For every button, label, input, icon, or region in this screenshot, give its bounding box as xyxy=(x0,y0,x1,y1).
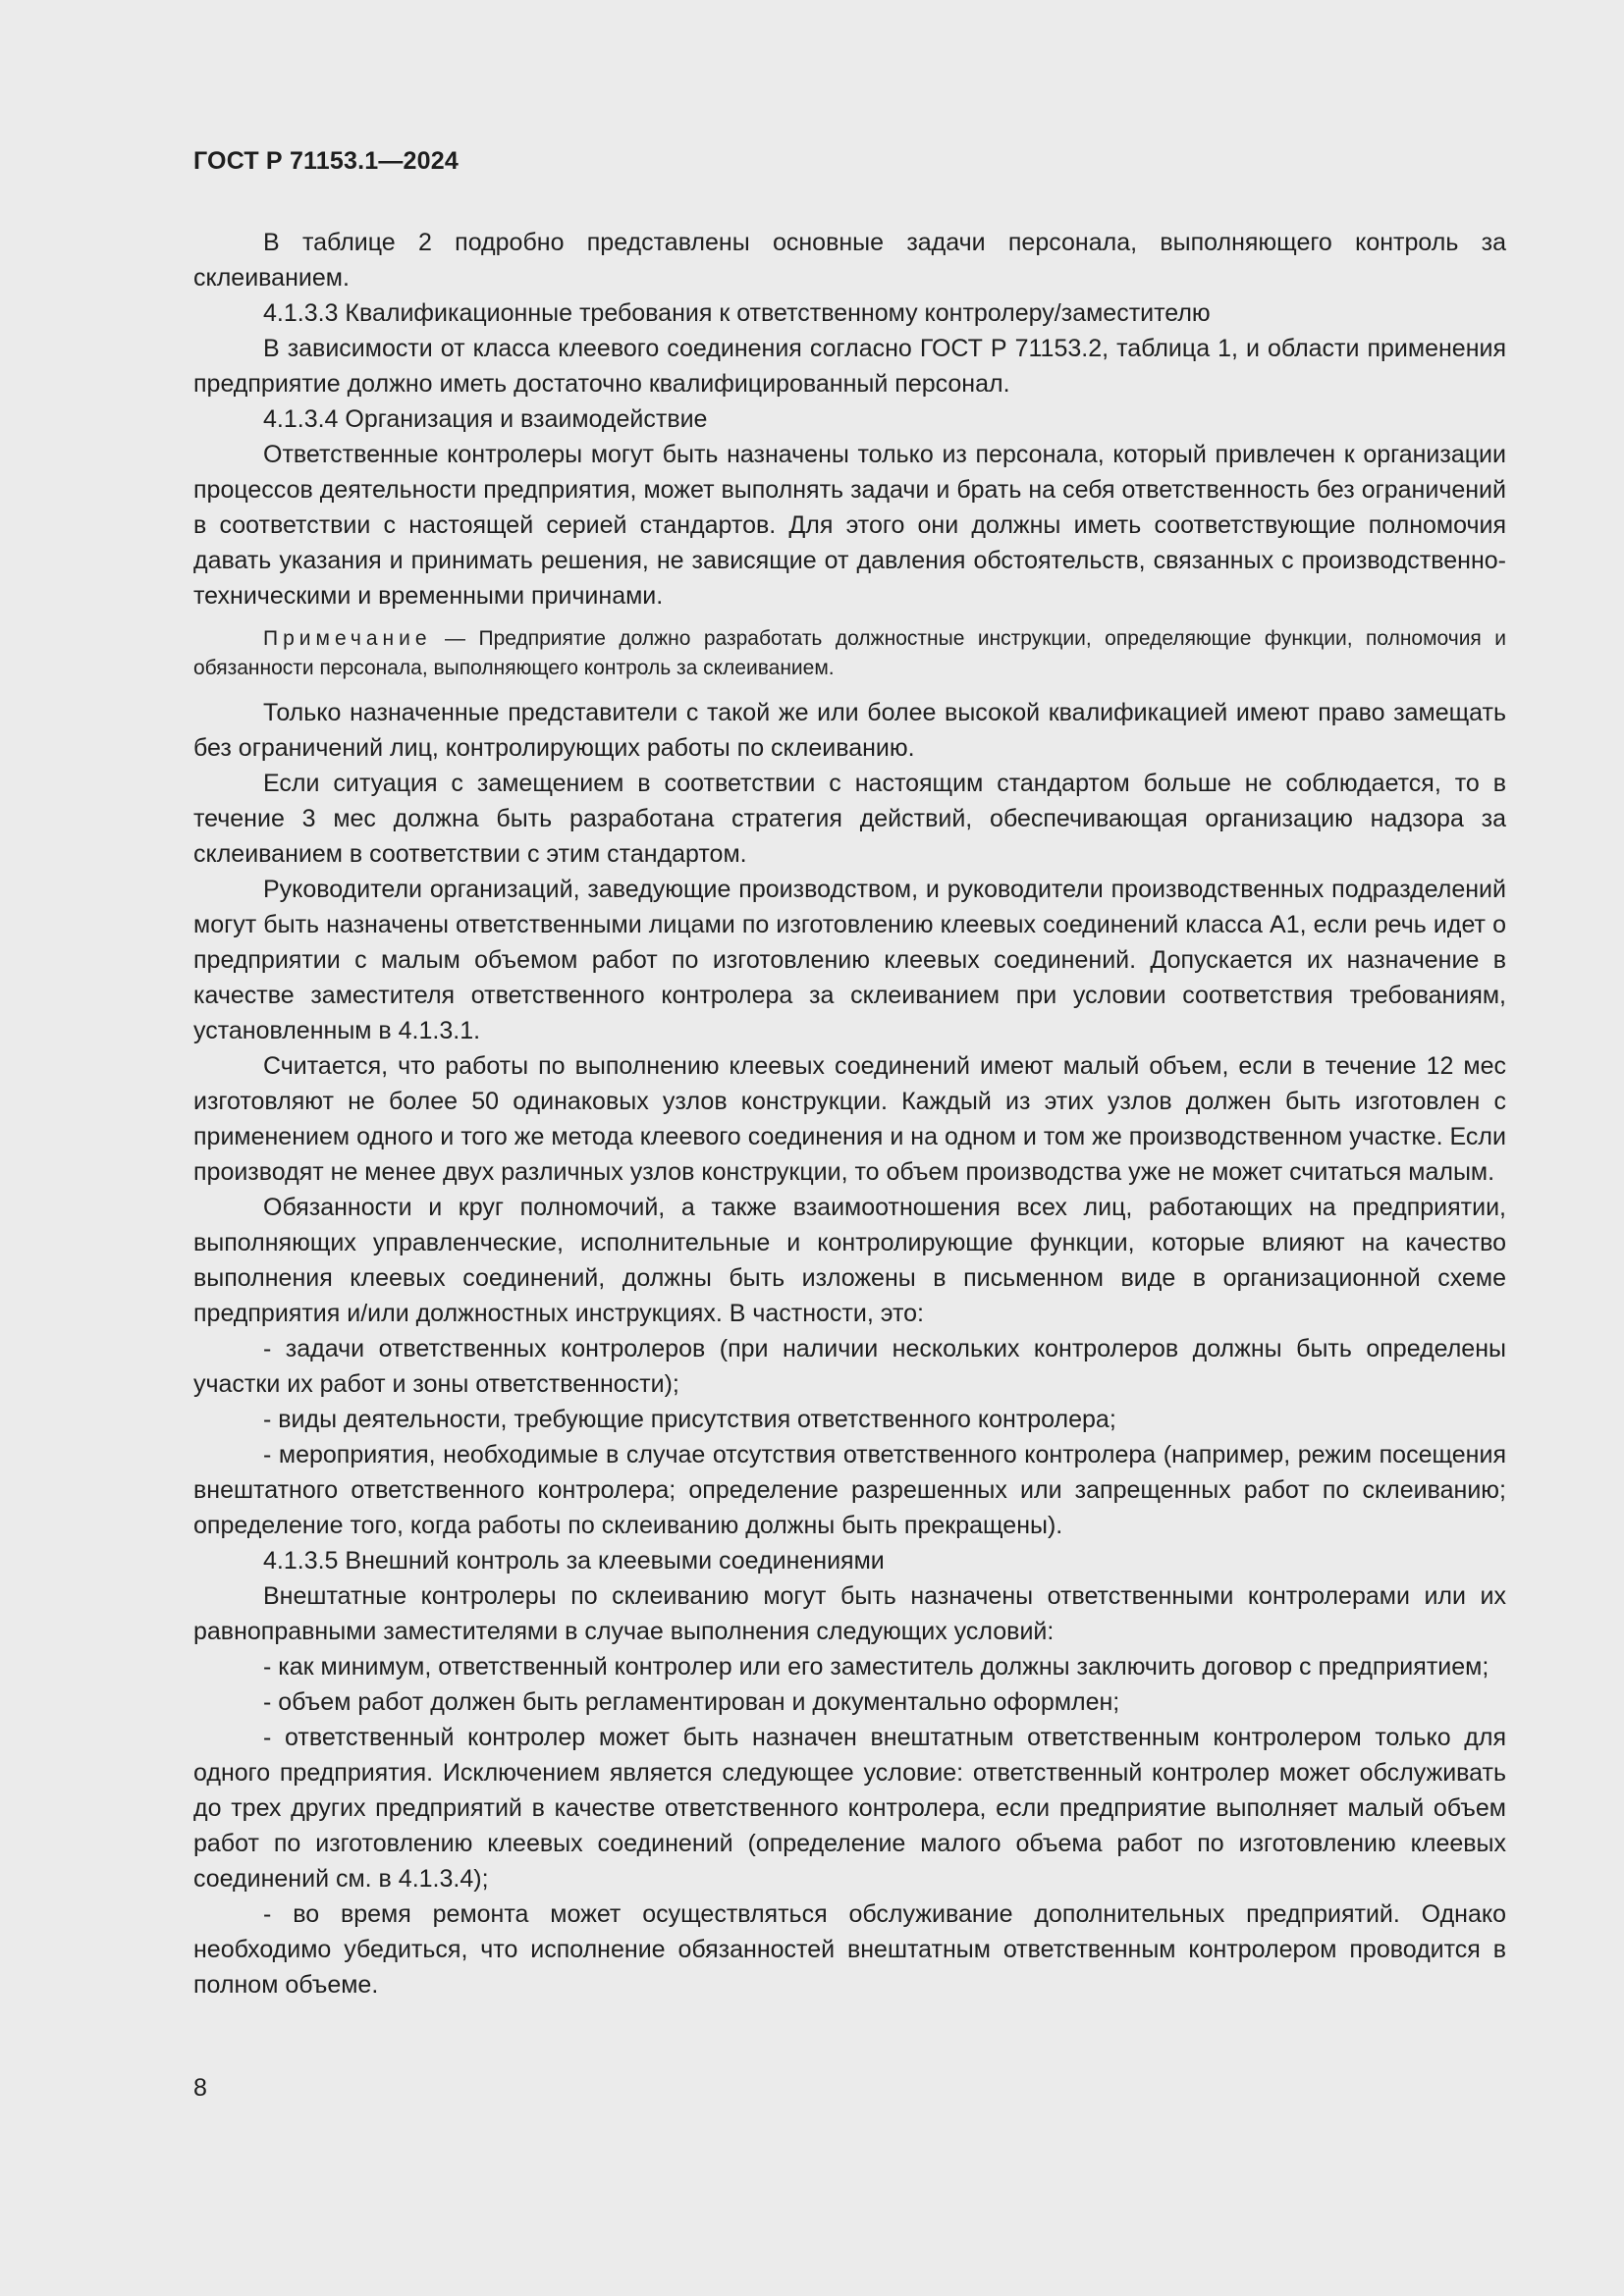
note-text: — Предприятие должно разработать должностные инструкции, определяющие функции, полномочия и обязанности персонала, выполняющего контроль за склеиванием. xyxy=(193,627,1506,679)
document-body xyxy=(193,225,1506,2002)
subsection-heading: 4.1.3.4 Организация и взаимодействие xyxy=(263,405,708,433)
subsection-heading: 4.1.3.3 Квалификационные требования к ответственному контролеру/заместителю xyxy=(263,299,1211,327)
paragraph: Ответственные контролеры могут быть назначены только из персонала, который привлечен к организации процессов деятельности предприятия, может выполнять задачи и брать на себя ответственность без ограничений в соответствии с настоящей серией стандартов. Для этого они должны иметь соответствующие полномочия давать указания и принимать решения, не зависящие от давления обстоятельств, связанных с производственно-техническими и временными причинами. xyxy=(193,441,1506,610)
document-header: ГОСТ Р 71153.1—2024 xyxy=(193,147,459,175)
paragraph: Считается, что работы по выполнению клеевых соединений имеют малый объем, если в течение 12 мес изготовляют не более 50 одинаковых узлов конструкции. Каждый из этих узлов должен быть изготовлен с применением одного и того же метода клеевого соединения и на одном и том же производственном участке. Если производят не менее двух различных узлов конструкции, то объем производства уже не может считаться малым. xyxy=(193,1052,1506,1186)
paragraph: Только назначенные представители с такой же или более высокой квалификацией имеют право замещать без ограничений лиц, контролирующих работы по склеиванию. xyxy=(193,699,1506,762)
paragraph: Внештатные контролеры по склеиванию могут быть назначены ответственными контролерами или их равноправными заместителями в случае выполнения следующих условий: xyxy=(193,1582,1506,1645)
list-item: - ответственный контролер может быть назначен внештатным ответственным контролером только для одного предприятия. Исключением является следующее условие: ответственный контролер может обслуживать до трех других предприятий в качестве ответственного контролера, если предприятие выполняет малый объем работ по изготовлению клеевых соединений (определение малого объема работ по изготовлению клеевых соединений см. в 4.1.3.4); xyxy=(193,1724,1506,1893)
list-item: - виды деятельности, требующие присутствия ответственного контролера; xyxy=(263,1406,1116,1433)
list-item: - во время ремонта может осуществляться обслуживание дополнительных предприятий. Однако необходимо убедиться, что исполнение обязанностей внештатным ответственным контролером проводится в полном объеме. xyxy=(193,1900,1506,1999)
list-item: - объем работ должен быть регламентирован и документально оформлен; xyxy=(263,1688,1120,1716)
paragraph: В таблице 2 подробно представлены основные задачи персонала, выполняющего контроль за склеиванием. xyxy=(193,229,1506,292)
list-item: - как минимум, ответственный контролер или его заместитель должны заключить договор с предприятием; xyxy=(263,1653,1489,1681)
paragraph: Обязанности и круг полномочий, а также взаимоотношения всех лиц, работающих на предприятии, выполняющих управленческие, исполнительные и контролирующие функции, которые влияют на качество выполнения клеевых соединений, должны быть изложены в письменном виде в организационной схеме предприятия и/или должностных инструкциях. В частности, это: xyxy=(193,1194,1506,1327)
page-number: 8 xyxy=(193,2074,207,2102)
subsection-heading: 4.1.3.5 Внешний контроль за клеевыми соединениями xyxy=(263,1547,885,1575)
list-item: - задачи ответственных контролеров (при наличии нескольких контролеров должны быть определены участки их работ и зоны ответственности); xyxy=(193,1335,1506,1398)
paragraph: В зависимости от класса клеевого соединения согласно ГОСТ Р 71153.2, таблица 1, и области применения предприятие должно иметь достаточно квалифицированный персонал. xyxy=(193,335,1506,398)
list-item: - мероприятия, необходимые в случае отсутствия ответственного контролера (например, режим посещения внештатного ответственного контролера; определение разрешенных или запрещенных работ по склеиванию; определение того, когда работы по склеиванию должны быть прекращены). xyxy=(193,1441,1506,1539)
note-label: Примечание xyxy=(263,627,432,650)
note xyxy=(193,624,1506,683)
paragraph: Если ситуация с замещением в соответствии с настоящим стандартом больше не соблюдается, то в течение 3 мес должна быть разработана стратегия действий, обеспечивающая организацию надзора за склеиванием в соответствии с этим стандартом. xyxy=(193,770,1506,868)
paragraph: Руководители организаций, заведующие производством, и руководители производственных подразделений могут быть назначены ответственными лицами по изготовлению клеевых соединений класса А1, если речь идет о предприятии с малым объемом работ по изготовлению клеевых соединений. Допускается их назначение в качестве заместителя ответственного контролера за склеиванием при условии соответствия требованиям, установленным в 4.1.3.1. xyxy=(193,876,1506,1044)
